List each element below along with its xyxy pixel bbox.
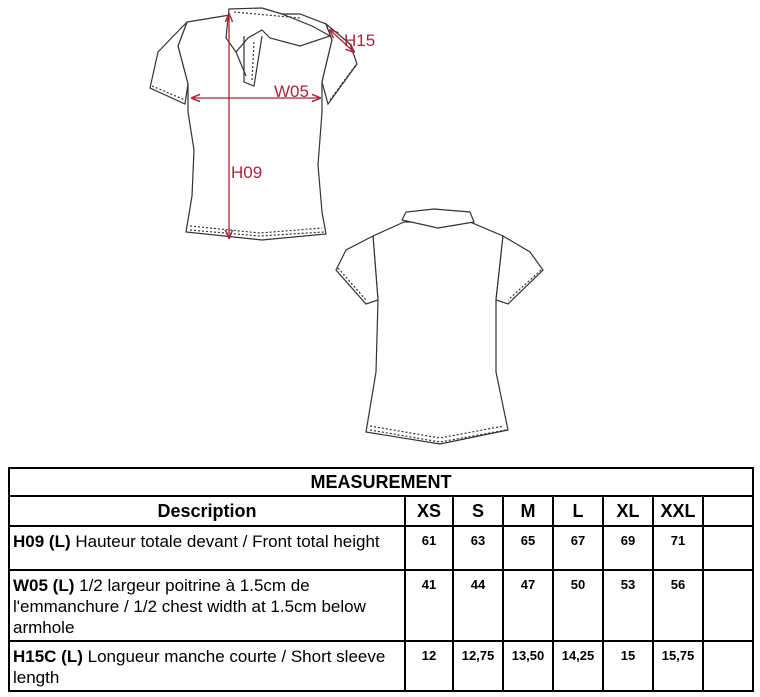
table-cell xyxy=(703,526,753,570)
table-cell: 67 xyxy=(553,526,603,570)
table-title: MEASUREMENT xyxy=(9,468,753,496)
table-row xyxy=(9,641,753,691)
table-cell xyxy=(703,641,753,691)
table-cell: 61 xyxy=(405,526,453,570)
measurement-text: 1/2 largeur poitrine à 1.5cm de l'emmanchure / 1/2 chest width at 1.5cm below armhole xyxy=(13,576,366,637)
table-title-row xyxy=(9,468,753,496)
size-header: M xyxy=(503,496,553,526)
row-description xyxy=(9,570,405,641)
table-cell: 12,75 xyxy=(453,641,503,691)
table-cell: 44 xyxy=(453,570,503,641)
table-cell: 47 xyxy=(503,570,553,641)
back-view-drawing xyxy=(336,209,543,444)
table-cell: 69 xyxy=(603,526,653,570)
size-header: L xyxy=(553,496,603,526)
measurement-table-container xyxy=(8,467,752,692)
size-header: XS xyxy=(405,496,453,526)
table-cell: 50 xyxy=(553,570,603,641)
table-cell: 63 xyxy=(453,526,503,570)
table-cell xyxy=(703,570,753,641)
size-header: S xyxy=(453,496,503,526)
table-row xyxy=(9,526,753,570)
table-row xyxy=(9,570,753,641)
measurement-code: H09 (L) xyxy=(13,532,71,551)
measurement-table xyxy=(8,467,754,692)
size-header: XL xyxy=(603,496,653,526)
size-header xyxy=(703,496,753,526)
table-cell: 53 xyxy=(603,570,653,641)
table-cell: 15 xyxy=(603,641,653,691)
row-description xyxy=(9,526,405,570)
measurement-code: W05 (L) xyxy=(13,576,75,595)
front-view-drawing xyxy=(150,8,357,240)
size-header: XXL xyxy=(653,496,703,526)
w05-label: W05 xyxy=(274,82,309,101)
table-cell: 56 xyxy=(653,570,703,641)
measurement-text: Hauteur totale devant / Front total height xyxy=(75,532,380,551)
table-cell: 65 xyxy=(503,526,553,570)
h09-label: H09 xyxy=(231,163,263,182)
measurement-code: H15C (L) xyxy=(13,647,83,666)
table-cell: 14,25 xyxy=(553,641,603,691)
description-header: Description xyxy=(9,496,405,526)
table-cell: 13,50 xyxy=(503,641,553,691)
measurement-text: Longueur manche courte / Short sleeve length xyxy=(13,647,386,687)
table-cell: 12 xyxy=(405,641,453,691)
table-cell: 71 xyxy=(653,526,703,570)
row-description xyxy=(9,641,405,691)
table-cell: 15,75 xyxy=(653,641,703,691)
h15-label: H15 xyxy=(344,31,376,50)
table-cell: 41 xyxy=(405,570,453,641)
table-header-row xyxy=(9,496,753,526)
